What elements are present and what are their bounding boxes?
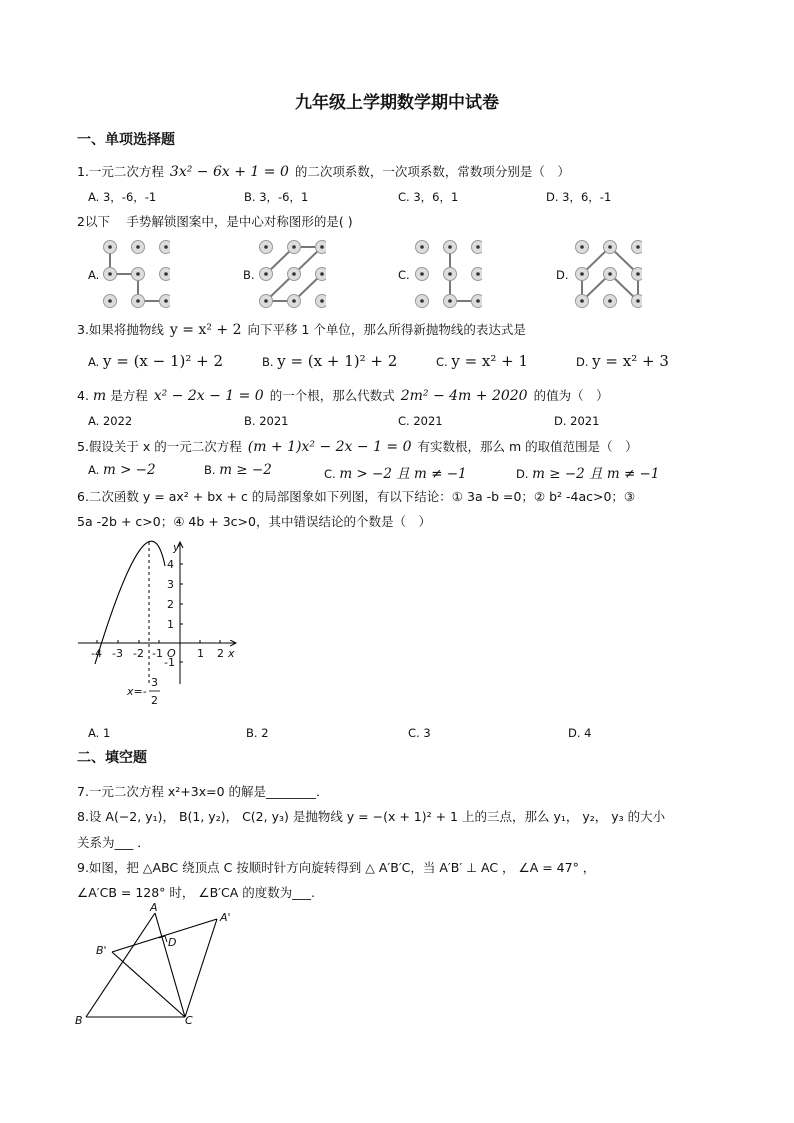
q2-label-b[interactable]: B. [243,268,255,282]
unlock-pattern-d [570,236,642,312]
rotation-triangle-figure [72,900,242,1030]
question-1 [77,162,570,180]
x-tick-label: 1 [197,647,204,660]
parabola-graph [72,536,242,712]
q3-option-c-label: C. [436,355,448,369]
q5-option-c[interactable] [324,462,467,482]
q4-option-c[interactable]: C. 2021 [398,414,443,428]
q1-option-c[interactable]: C. 3，6，1 [398,190,459,204]
question-2: 2以下 手势解锁图案中，是中心对称图形的是( ) [77,214,353,229]
segment-b2c [112,952,185,1017]
point-label-b-prime: B' [96,944,107,957]
q2-label-d[interactable]: D. [556,268,569,282]
section-heading-fill-in: 二、填空题 [77,750,147,766]
q3-option-d[interactable] [576,352,669,370]
q5-suffix: 有实数根，那么 m 的取值范围是（ ） [417,439,638,454]
q5-option-a[interactable] [88,462,156,478]
fraction-numerator: 3 [151,676,158,689]
q4-option-d[interactable]: D. 2021 [554,414,600,428]
q1-prefix: 1.一元二次方程 [77,164,164,179]
y-tick-label: 1 [167,618,174,631]
q3-expression: y = x² + 2 [169,322,242,338]
q5-option-d[interactable] [516,462,659,482]
q2-label-a[interactable]: A. [88,268,100,282]
parabola-curve [95,541,165,664]
q6-option-b[interactable]: B. 2 [246,726,269,740]
y-tick-label: 4 [167,558,174,571]
x-axis-label: x [228,647,235,660]
q5-option-a-expr: m > −2 [102,462,156,478]
x-tick-label: 2 [217,647,224,660]
q2-label-c[interactable]: C. [398,268,410,282]
q3-option-d-expr: y = x² + 3 [592,352,669,370]
question-8-line-2[interactable]: 关系为___ ． [77,835,150,850]
point-label-d: D [168,936,177,949]
x-tick-label: -2 [133,647,144,660]
q6-option-a[interactable]: A. 1 [88,726,111,740]
point-label-b: B [75,1014,83,1027]
segment-ab [86,913,155,1017]
q3-option-c-expr: y = x² + 1 [451,352,529,370]
q3-option-a-expr: y = (x − 1)² + 2 [102,352,224,370]
question-6-line-2: 5a -2b + c>0；④ 4b + 3c>0，其中错误结论的个数是（ ） [77,514,431,529]
origin-label: O [167,647,176,660]
q1-option-b[interactable]: B. 3，-6，1 [244,190,309,204]
q3-option-a-label: A. [88,355,100,369]
q1-option-d[interactable]: D. 3，6，-1 [546,190,612,204]
question-3 [77,320,526,338]
q5-option-b-expr: m ≥ −2 [219,462,272,478]
q5-option-b[interactable] [204,462,272,478]
question-9-line-2[interactable]: ∠A′CB = 128° 时， ∠B′CA 的度数为___. [77,885,315,900]
question-8-line-1: 8.设 A(−2, y₁)， B(1, y₂)， C(2, y₃) 是抛物线 y = −(x + 1)² + 1 上的三点，那么 y₁， y₂， y₃ 的大小 [77,809,666,824]
q4-option-b[interactable]: B. 2021 [244,414,289,428]
page-title: 九年级上学期数学期中试卷 [295,93,499,113]
q1-suffix: 的二次项系数，一次项系数，常数项分别是（ ） [294,164,570,179]
q3-prefix: 3.如果将抛物线 [77,322,164,337]
segment-ac [155,913,185,1017]
q5-prefix: 5.假设关于 x 的一元二次方程 [77,439,242,454]
point-label-a-prime: A' [220,911,231,924]
question-5 [77,437,638,455]
q3-option-b-expr: y = (x + 1)² + 2 [277,352,398,370]
q4-post2: 的值为（ ） [533,388,609,403]
y-tick-label: 3 [167,578,174,591]
q4-expression: 2m² − 4m + 2020 [400,388,528,404]
q3-option-b-label: B. [262,355,274,369]
y-tick-label: -1 [164,656,175,669]
q3-option-c[interactable] [436,352,528,370]
question-9-line-1: 9.如图，把 △ABC 绕顶点 C 按顺时针方向旋转得到 △ A′B′C，当 A′B′ ⊥ AC ， ∠A = 47° ， [77,860,596,875]
point-label-a: A [150,901,158,914]
q4-equation: x² − 2x − 1 = 0 [153,388,264,404]
fraction-denominator: 2 [151,694,158,707]
unlock-pattern-b [254,236,326,312]
symmetry-axis-equation: x=- [127,685,147,698]
q5-equation: (m + 1)x² − 2x − 1 = 0 [247,439,412,455]
q4-post1: 的一个根，那么代数式 [269,388,395,403]
question-6-line-1: 6.二次函数 y = ax² + bx + c 的局部图象如下列图，有以下结论：① 3a -b =0；② b² -4ac>0；③ [77,489,636,504]
q5-option-b-label: B. [204,463,216,477]
q6-option-c[interactable]: C. 3 [408,726,431,740]
segment-a2c [185,919,217,1017]
q5-option-a-label: A. [88,463,100,477]
q5-option-c-label: C. [324,467,336,481]
y-axis-label: y [173,541,180,554]
q3-option-d-label: D. [576,355,589,369]
q3-suffix: 向下平移 1 个单位，那么所得新抛物线的表达式是 [247,322,526,337]
section-heading-choice: 一、单项选择题 [77,132,175,148]
x-tick-label: -3 [112,647,123,660]
x-tick-label: -1 [152,647,163,660]
q5-option-c-expr: m > −2 且 m ≠ −1 [339,466,467,482]
q6-option-d[interactable]: D. 4 [568,726,592,740]
q1-option-a[interactable]: A. 3，-6，-1 [88,190,157,204]
question-7[interactable]: 7.一元二次方程 x²+3x=0 的解是________． [77,784,329,799]
q1-expression: 3x² − 6x + 1 = 0 [169,164,289,180]
question-4 [77,386,609,404]
unlock-pattern-c [410,236,482,312]
q4-mid: 是方程 [110,388,148,403]
q5-option-d-expr: m ≥ −2 且 m ≠ −1 [532,466,660,482]
unlock-pattern-a [98,236,170,312]
y-tick-label: 2 [167,598,174,611]
q5-option-d-label: D. [516,467,529,481]
q3-option-b[interactable] [262,352,397,370]
point-label-c: C [185,1014,193,1027]
q4-variable: m [92,388,107,404]
x-tick-label: -4 [91,647,102,660]
q4-option-a[interactable]: A. 2022 [88,414,133,428]
q3-option-a[interactable] [88,352,223,370]
q4-number: 4. [77,388,89,403]
